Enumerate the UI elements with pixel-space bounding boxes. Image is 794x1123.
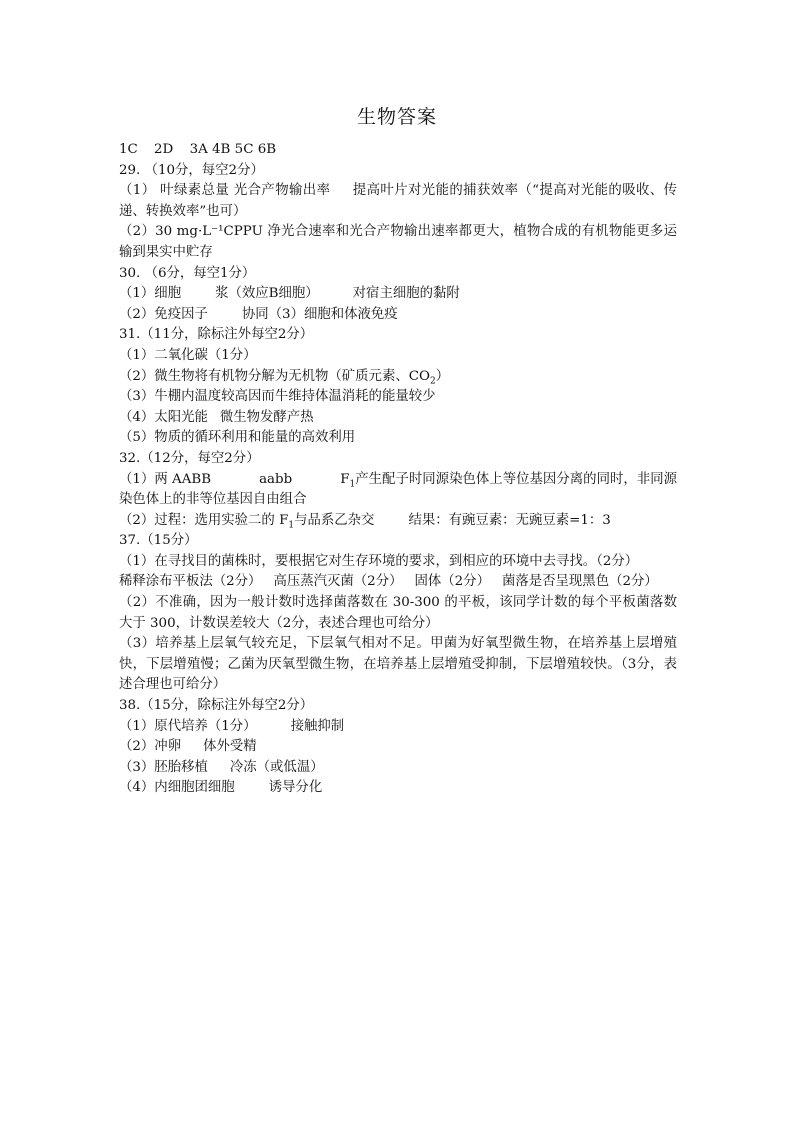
q38-answer-2: （2）冲卵 体外受精 <box>119 739 257 755</box>
mc-answer: 6B <box>257 142 277 157</box>
q32-heading: 32.（12分，每空2分） <box>119 450 260 466</box>
q31-answer-1: （1）二氧化碳（1分） <box>119 347 257 363</box>
mc-answer: 1C <box>119 142 138 157</box>
page-title: 生物答案 <box>356 106 437 128</box>
mc-answer: 3A <box>189 142 208 157</box>
multiple-choice-answers <box>119 140 677 161</box>
q38-heading: 38.（15分，除标注外每空2分） <box>119 698 314 714</box>
mc-answer: 2D <box>154 142 174 157</box>
q37-answer-3: （3）培养基上层氧气较充足，下层氧气相对不足。甲菌为好氧型微生物，在培养基上层增殖快，下层增殖慢；乙菌为厌氧型微生物，在培养基上层增殖受抑制，下层增殖较快。（3分，表述合理也可给分） <box>119 636 677 693</box>
mc-answer: 4B <box>212 142 231 157</box>
q32-answer-2: （2）过程：选用实验二的 $F_1$与品系乙杂交 结果：有豌豆素：无豌豆素=1：3 <box>119 512 611 531</box>
q29-heading: 29. （10分，每空2分） <box>119 162 264 178</box>
q29-answer-1: （1） 叶绿素总量 光合产物输出率 提高叶片对光能的捕获效率（“提高对光能的吸收、传递、转换效率”也可） <box>119 183 677 219</box>
mc-answer: 5C <box>234 142 254 157</box>
q32-answer-1: （1）两 AABB aabb $F_1$产生配子时同源染色体上等位基因分离的同时，非同源染色体上的非等位基因自由组合 <box>119 471 677 508</box>
q37-answer-1: （1）在寻找目的菌株时，要根据它对生存环境的要求，到相应的环境中去寻找。（2分） <box>119 553 639 569</box>
q29-answer-2: （2）30 mg·L⁻¹CPPU 净光合速率和光合产物输出速率都更大，植物合成的有机物能更多运输到果实中贮存 <box>119 224 677 260</box>
q30-heading: 30. （6分，每空1分） <box>119 265 256 281</box>
answer-body <box>119 140 677 799</box>
q31-heading: 31.（11分，除标注外每空2分） <box>119 327 314 343</box>
q38-answer-1: （1）原代培养（1分） 接触抑制 <box>119 718 345 734</box>
q30-answer-1: （1）细胞 浆（效应B细胞） 对宿主细胞的黏附 <box>119 286 460 302</box>
q31-answer-4: （4）太阳光能 微生物发酵产热 <box>119 409 314 425</box>
q38-answer-3: （3）胚胎移植 冷冻（或低温） <box>119 759 324 775</box>
q37-heading: 37.（15分） <box>119 533 198 549</box>
q37-answer-1-continued: 稀释涂布平板法（2分） 高压蒸汽灭菌（2分） 固体（2分） 菌落是否呈现黑色（2分） <box>119 574 658 590</box>
q30-answer-2: （2）免疫因子 协同（3）细胞和体液免疫 <box>119 306 398 322</box>
q37-answer-2: （2）不准确，因为一般计数时选择菌落数在 30-300 的平板，该同学计数的每个平板菌落数大于 300，计数误差较大（2分，表述合理也可给分） <box>119 595 677 631</box>
q31-answer-2: （2）微生物将有机物分解为无机物（矿质元素、$CO_2$） <box>119 368 450 387</box>
q31-answer-5: （5）物质的循环利用和能量的高效利用 <box>119 430 356 446</box>
q38-answer-4: （4）内细胞团细胞 诱导分化 <box>119 780 323 796</box>
q31-answer-3: （3）牛棚内温度较高因而牛维持体温消耗的能量较少 <box>119 389 436 405</box>
